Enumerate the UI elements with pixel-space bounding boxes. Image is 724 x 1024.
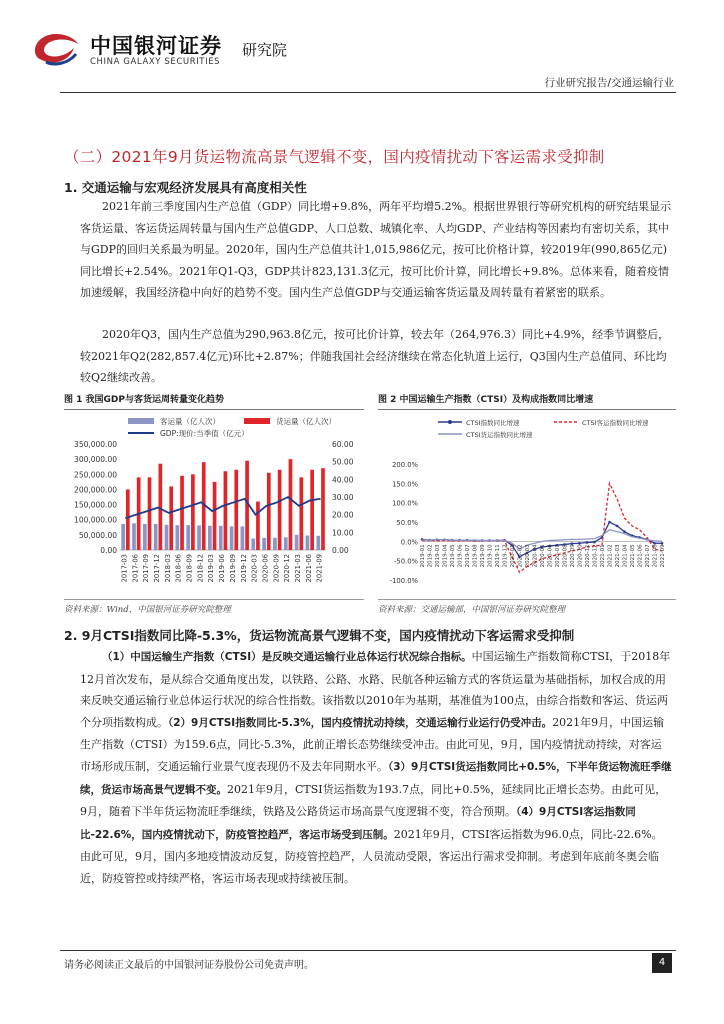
- bar-passenger: [230, 526, 234, 550]
- figure-1-title: 图 1 我国GDP与客货运周转量变化趋势: [64, 392, 364, 410]
- y-left-tick: 50,000.00: [78, 530, 117, 540]
- y-left-tick: 350,000.00: [74, 440, 117, 449]
- y-left-tick: 250,000.00: [74, 470, 117, 480]
- bar-passenger: [186, 525, 190, 550]
- bar-passenger: [208, 526, 212, 550]
- x-tick-label: 2020-06: [261, 554, 270, 583]
- point-3-text: 2021年9月，CTSI货运指数为193.7点，同比+0.5%，延续同比正增长态势。由此可见，9月，随着下半年货运物流旺季继续，铁路及公路货运市场高景气度逻辑不变，符合预期。: [80, 782, 667, 819]
- figure-2-source: 资料来源：交通运输部，中国银河证券研究院整理: [378, 599, 676, 615]
- x-tick-label: 2021-01: [600, 544, 606, 568]
- y-left-tick: 150,000.00: [74, 500, 117, 510]
- x-tick-label: 2017-09: [142, 554, 151, 583]
- point-ctsi: [623, 530, 626, 533]
- legend-label-passenger: 客运量（亿人次）: [160, 417, 220, 426]
- figure-2-chart: [378, 412, 676, 596]
- y-tick: 100.0%: [392, 499, 418, 508]
- bar-freight: [299, 477, 303, 550]
- bar-passenger: [316, 536, 320, 550]
- bar-passenger: [262, 538, 266, 550]
- institute-label: 研究院: [242, 41, 288, 59]
- bar-freight: [148, 477, 152, 550]
- bar-freight: [289, 459, 293, 550]
- point-ctsi: [616, 525, 619, 528]
- x-tick-label: 2019-03: [207, 554, 216, 583]
- bar-passenger: [132, 523, 136, 550]
- x-tick-label: 2019-10: [487, 544, 494, 568]
- bar-freight: [180, 476, 184, 550]
- bar-freight: [159, 464, 163, 550]
- subheading-2: 2. 9月CTSI指数同比降-5.3%，货运物流高景气逻辑不变，国内疫情扰动下客运需求受抑制: [64, 628, 575, 643]
- point-1-text: 中国运输生产指数简称CTSI，于2018年12月首次发布，是从综合交通角度出发，以铁路、公路、水路、民航各种运输方式的客货运量为基础指标，加权合成的用来反映交通运输行业总体运行状况的综合性指数。该指数以2010年为基期，基准值为100点，由综合指数和客运、货运两个分项指数构成。: [80, 650, 671, 729]
- x-tick-label: 2020-01: [510, 544, 516, 568]
- x-tick-label: 2019-08: [472, 544, 479, 568]
- y-right-tick: 40.00: [332, 475, 354, 485]
- x-tick-label: 2020-02: [517, 544, 524, 568]
- legend-swatch-passenger: [128, 418, 154, 424]
- x-tick-label: 2021-05: [630, 544, 636, 568]
- x-tick-label: 2019-05: [450, 544, 456, 568]
- legend-label-ctsi: CTSI指数同比增速: [466, 419, 520, 427]
- footer-rule: [60, 950, 676, 951]
- point-2-text: 2021年9月，中国运输生产指数（CTSI）为159.6点，同比-5.3%，此前正增长态势继续受冲击。由此可见，9月，国内疫情扰动持续，对客运市场形成压制，交通运输行业景气度表现仍不及去年同期水平。: [80, 715, 665, 773]
- x-tick-label: 2019-01: [420, 544, 426, 568]
- paragraph-1: [80, 196, 672, 304]
- x-tick-label: 2020-09: [570, 544, 576, 568]
- x-tick-label: 2019-09: [228, 554, 237, 583]
- legend-label-freight: 货运量（亿人次）: [276, 417, 336, 426]
- y-tick: 50.0%: [396, 519, 418, 527]
- point-ctsi: [586, 541, 589, 544]
- x-tick-label: 2020-12: [283, 554, 292, 583]
- x-tick-label: 2019-07: [465, 544, 471, 568]
- bar-passenger: [154, 524, 158, 550]
- point-ctsi: [653, 542, 656, 545]
- bar-freight: [224, 471, 228, 550]
- bar-freight: [234, 470, 238, 550]
- x-tick-label: 2018-12: [196, 554, 205, 583]
- legend-swatch-freight: [244, 418, 270, 424]
- x-tick-label: 2019-11: [495, 544, 501, 568]
- bar-passenger: [241, 526, 245, 550]
- bar-freight: [310, 470, 314, 550]
- y-right-tick: 30.00: [332, 493, 354, 502]
- x-tick-label: 2020-03: [250, 554, 259, 583]
- y-tick: 150.0%: [392, 480, 418, 489]
- paragraph-1-text: 2021年前三季度国内生产总值（GDP）同比增+9.8%，两年平均增5.2%。根据世界银行等研究机构的研究结果显示客货运量、客运货运周转量与国内生产总值GDP、人口总数、城镇化率、人均GDP、产业结构等因素均有密切关系，其中与GDP的回归关系最为明显。2020年，国内生产总值共计1,015,986亿元，按可比价格计算，较2019年(990,865亿元)同比增长+2.54%。2021年Q1-Q3，GDP共计823,131.3亿元，按可比价计算，同比增长+9.8%。总体来看，随着疫情加速缓解，我国经济稳中向好的趋势不变。国内生产总值GDP与交通运输客货运量及周转量有着紧密的联系。: [80, 200, 672, 299]
- x-tick-label: 2019-02: [427, 544, 434, 568]
- bar-passenger: [176, 525, 180, 550]
- y-left-tick: 300,000.00: [74, 455, 117, 465]
- x-tick-label: 2021-07: [645, 544, 651, 568]
- y-right-tick: 60.00: [332, 440, 354, 449]
- paragraph-2-text: 2020年Q3，国内生产总值为290,963.8亿元，按可比价计算，较去年（264,976.3）同比+4.9%，经季节调整后，较2021年Q2(282,857.4亿元)环比+2.87%；伴随我国社会经济继续在常态化轨道上运行，Q3国内生产总值同、环比均较Q2继续改善。: [80, 328, 670, 384]
- x-tick-label: 2021-04: [622, 544, 629, 568]
- x-tick-label: 2020-05: [540, 544, 546, 568]
- x-tick-label: 2018-06: [174, 554, 183, 583]
- x-tick-label: 2020-12: [592, 544, 599, 568]
- point-ctsi: [593, 541, 596, 544]
- y-right-tick: 0.00: [332, 546, 349, 555]
- bar-passenger: [165, 525, 169, 550]
- bar-passenger: [251, 538, 255, 550]
- figure-1-chart: [64, 412, 364, 596]
- y-right-tick: 20.00: [332, 510, 354, 520]
- x-tick-label: 2021-08: [652, 544, 659, 568]
- chart2-legend: [438, 418, 649, 439]
- x-tick-label: 2019-04: [442, 544, 449, 568]
- bar-freight: [213, 482, 217, 550]
- point-2-lead: （2）9月CTSI指数同比-5.3%，国内疫情扰动持续，交通运输行业运行仍受冲击。: [168, 716, 553, 729]
- logo-text-en: CHINA GALAXY SECURITIES: [90, 57, 221, 67]
- x-tick-label: 2019-06: [218, 554, 227, 583]
- bar-passenger: [197, 525, 201, 550]
- x-tick-label: 2018-09: [185, 554, 194, 583]
- y-left-tick: 0.00: [100, 546, 117, 555]
- bar-passenger: [121, 524, 125, 550]
- point-1-lead: （1）中国运输生产指数（CTSI）是反映交通运输行业总体运行状况综合指标。: [102, 651, 472, 663]
- y-tick: 200.0%: [392, 461, 418, 469]
- y-left-tick: 100,000.00: [74, 515, 117, 525]
- bar-freight: [278, 470, 282, 550]
- disclaimer: 请务必阅读正文最后的中国银河证券股份公司免责声明。: [64, 960, 314, 971]
- bar-passenger: [219, 526, 223, 550]
- x-tick-label: 2021-06: [304, 554, 313, 583]
- bar-passenger: [306, 535, 310, 550]
- section-title: （二）2021年9月货运物流高景气逻辑不变，国内疫情扰动下客运需求受抑制: [64, 148, 605, 166]
- legend-marker-ctsi: [448, 420, 452, 424]
- point-ctsi: [608, 521, 611, 524]
- x-tick-label: 2017-06: [131, 554, 140, 583]
- x-tick-label: 2019-12: [239, 554, 248, 583]
- bar-freight: [321, 468, 325, 550]
- figure-1-source: 资料来源：Wind，中国银河证券研究院整理: [64, 599, 364, 615]
- x-tick-label: 2018-03: [163, 554, 172, 583]
- bar-passenger: [284, 537, 288, 550]
- bar-passenger: [295, 535, 299, 550]
- legend-label-ctsi-freight: CTSI货运指数同比增速: [466, 431, 533, 439]
- paragraph-2: [80, 324, 672, 389]
- point-3-lead: （3）9月CTSI货运指数同比+0.5%，下半年货运物流旺季继续，货运市场高景气逻辑不变。: [80, 760, 672, 796]
- logo-icon: [28, 28, 80, 68]
- y-left-tick: 200,000.00: [74, 485, 117, 495]
- report-type: 行业研究报告/交通运输行业: [544, 77, 674, 89]
- x-tick-label: 2019-09: [480, 544, 486, 568]
- legend-label-ctsi-passenger: CTSI客运指数同比增速: [582, 419, 649, 427]
- x-tick-label: 2021-02: [607, 544, 614, 568]
- subheading-1: 1. 交通运输与宏观经济发展具有高度相关性: [64, 180, 307, 195]
- x-tick-label: 2019-06: [457, 544, 464, 568]
- header-rule: [60, 92, 676, 93]
- logo-text-cn: 中国银河证券: [90, 34, 222, 58]
- x-tick-label: 2021-06: [637, 544, 644, 568]
- x-tick-label: 2020-11: [585, 544, 591, 568]
- y-tick: -50.0%: [393, 557, 418, 566]
- point-ctsi: [661, 542, 664, 545]
- x-tick-label: 2017-12: [153, 554, 162, 583]
- x-tick-label: 2021-03: [293, 554, 302, 583]
- y-tick: 0.0%: [400, 538, 418, 547]
- x-tick-label: 2020-04: [532, 544, 539, 568]
- figure-2-title: 图 2 中国运输生产指数（CTSI）及构成指数同比增速: [378, 392, 676, 410]
- x-tick-label: 2020-08: [562, 544, 569, 568]
- x-tick-label: 2020-10: [577, 544, 584, 568]
- point-4-text: 2021年9月，CTSI客运指数为96.0点，同比-22.6%。由此可见，9月，国内多地疫情波动反复，防疫管控趋严，人员流动受限，客运出行需求受抑制。考虑到年底前冬奥会临近，防疫管控或持续严格，客运市场表现或持续被压制。: [80, 827, 663, 885]
- y-right-tick: 50.00: [332, 457, 354, 467]
- x-tick-label: 2020-09: [272, 554, 281, 583]
- bar-passenger: [273, 538, 277, 550]
- x-tick-label: 2020-06: [547, 544, 554, 568]
- body-section-2: [80, 646, 672, 890]
- bar-passenger: [143, 524, 147, 550]
- x-tick-label: 2021-09: [660, 544, 666, 568]
- x-tick-label: 2017-03: [120, 554, 129, 583]
- page-number: 4: [652, 953, 672, 973]
- x-tick-label: 2021-09: [315, 554, 324, 583]
- y-right-tick: 10.00: [332, 528, 354, 538]
- bar-freight: [169, 486, 173, 550]
- x-tick-label: 2019-03: [435, 544, 441, 568]
- bar-freight: [256, 502, 260, 550]
- bar-freight: [267, 473, 271, 550]
- x-tick-label: 2020-07: [555, 544, 561, 568]
- point-ctsi: [578, 542, 581, 545]
- bar-freight: [191, 474, 195, 550]
- y-tick: -100.0%: [389, 577, 418, 585]
- x-tick-label: 2019-12: [502, 544, 509, 568]
- x-tick-label: 2020-03: [525, 544, 531, 568]
- point-4-lead: （4）9月CTSI客运指数同比-22.6%，国内疫情扰动下，防疫管控趋严，客运市场受到压制。: [80, 806, 636, 841]
- chart1-legend: [128, 416, 336, 438]
- legend-label-gdp: GDP:现价:当季值（亿元）: [160, 429, 249, 438]
- bar-freight: [126, 489, 130, 550]
- x-tick-label: 2021-03: [615, 544, 621, 568]
